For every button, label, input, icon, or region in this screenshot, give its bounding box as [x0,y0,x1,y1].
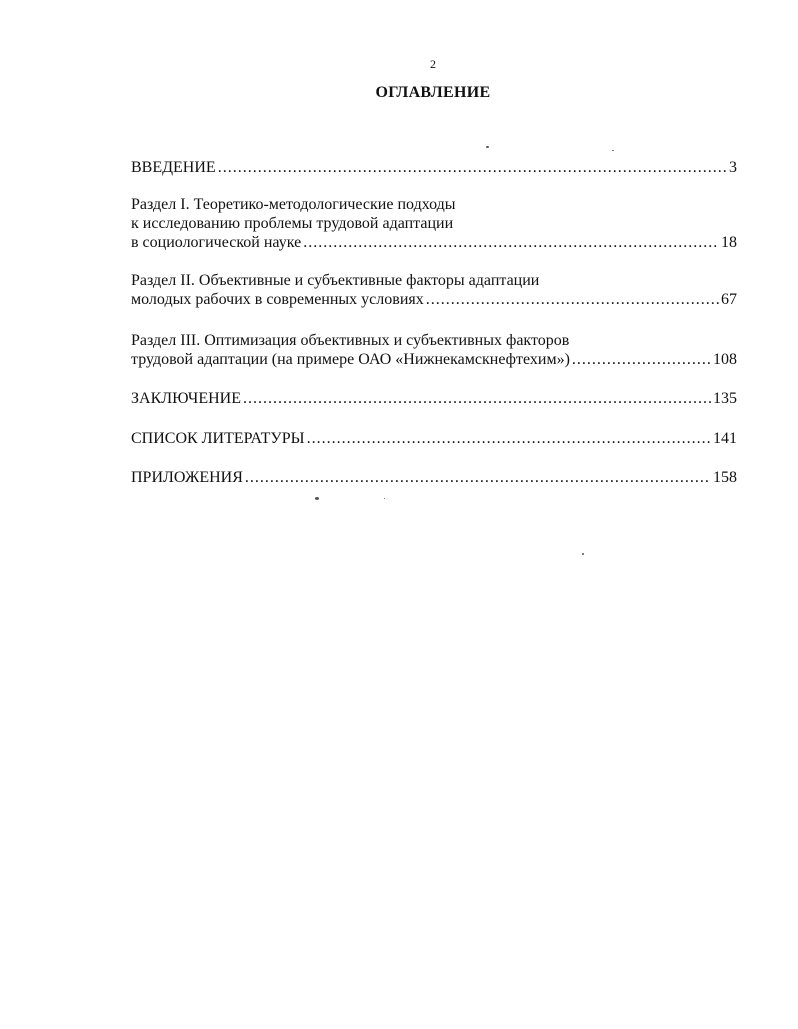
toc-entry-label: Раздел II. Объективные и субъективные факторы адаптации [131,272,540,289]
toc-entry-references [131,429,737,448]
dot-leader [307,429,711,448]
toc-entry-label: трудовой адаптации (на примере ОАО «Нижнекамскнефтехим») [131,351,570,368]
scan-speck [384,498,385,499]
toc-page-number: 108 [713,351,737,368]
toc-entry-section-3 [131,331,737,369]
toc-entry-label: к исследованию проблемы трудовой адаптации [131,215,454,232]
dot-leader [245,468,711,487]
toc-entry-appendices [131,468,737,487]
page-number: 2 [430,57,436,71]
toc-entry-section-1 [131,195,737,252]
toc-page-number: 3 [729,159,737,176]
toc-line [131,233,737,252]
dot-leader [303,233,719,252]
toc-line [131,468,737,487]
toc-entry-label: СПИСОК ЛИТЕРАТУРЫ [131,430,305,447]
scan-speck [486,146,489,148]
toc-entry-section-2 [131,271,737,309]
toc-entry-label: Раздел III. Оптимизация объективных и субъективных факторов [131,332,570,349]
toc-entry-label: ПРИЛОЖЕНИЯ [131,469,243,486]
toc-entry-conclusion [131,389,737,408]
toc-page-number: 158 [713,469,737,486]
scan-speck [582,553,584,555]
toc-page-number: 141 [713,430,737,447]
dot-leader [572,350,711,369]
toc-entry-label: Раздел I. Теоретико-методологические подходы [131,196,456,213]
dot-leader [218,158,727,177]
toc-entry-label: ВВЕДЕНИЕ [131,159,216,176]
toc-page-number: 135 [713,390,737,407]
toc-line [131,389,737,408]
toc-entry-introduction [131,158,737,177]
scan-speck [315,497,319,500]
toc-entry-label: ЗАКЛЮЧЕНИЕ [131,390,241,407]
toc-entry-label: в социологической науке [131,234,302,251]
toc-line [131,429,737,448]
toc-page-number: 67 [721,291,737,308]
toc-line [131,290,737,309]
scan-speck [612,150,614,151]
page-title: ОГЛАВЛЕНИЕ [375,84,491,101]
toc-line [131,158,737,177]
dot-leader [426,290,719,309]
dot-leader [243,389,711,408]
toc-page-number: 18 [721,234,737,251]
toc-entry-label: молодых рабочих в современных условиях [131,291,424,308]
toc-line [131,350,737,369]
